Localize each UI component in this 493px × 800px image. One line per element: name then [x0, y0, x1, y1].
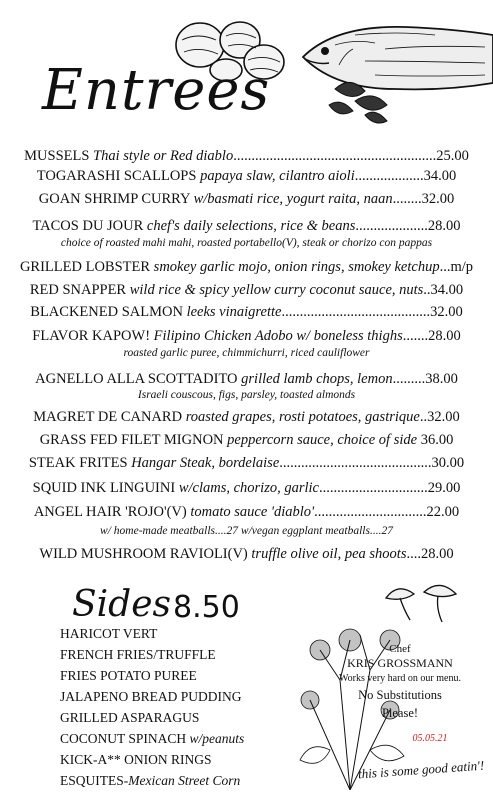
- angel-hair-note: w/ home-made meatballs....27 w/vegan eggplant meatballs....27: [100, 525, 393, 537]
- entree-row: [0, 146, 493, 166]
- side-item: [60, 624, 157, 644]
- chef-name: KRIS GROSSMANN: [347, 656, 453, 670]
- entree-name: SQUID INK LINGUINI: [32, 480, 176, 496]
- entree-name: TACOS DU JOUR: [32, 218, 144, 234]
- signoff-script: this is some good eatin'!: [357, 757, 485, 782]
- side-description: w/peanuts: [189, 731, 245, 746]
- entree-leader-dots: .......: [402, 328, 429, 344]
- entree-description: w/clams, chorizo, garlic: [178, 480, 319, 496]
- entree-name: GRASS FED FILET MIGNON: [39, 432, 224, 448]
- no-substitutions: No Substitutions: [358, 688, 442, 702]
- entree-description: papaya slaw, cilantro aioli: [200, 168, 355, 184]
- entree-description: Hangar Steak, bordelaise: [131, 455, 280, 471]
- entree-name: MAGRET DE CANARD: [33, 409, 183, 425]
- side-item: [60, 708, 199, 728]
- chef-label: Chef: [389, 643, 411, 655]
- entree-leader-dots: .........................................: [281, 304, 431, 320]
- entree-leader-dots: ...................: [354, 168, 424, 184]
- entree-row: [0, 257, 493, 277]
- entree-description: chef's daily selections, rice & beans: [146, 218, 356, 234]
- entree-description: smokey garlic mojo, onion rings, smokey ketchup: [153, 259, 440, 275]
- entree-row: [0, 166, 493, 186]
- entree-row: [0, 502, 493, 522]
- entree-row: [0, 453, 493, 473]
- entree-price: m/p: [450, 259, 474, 275]
- entree-name: MUSSELS: [24, 148, 90, 164]
- entree-name: AGNELLO ALLA SCOTTADITO: [35, 371, 238, 387]
- side-name: HARICOT VERT: [60, 626, 158, 641]
- entree-description: peppercorn sauce, choice of side: [227, 432, 418, 448]
- entree-price: 32.00: [427, 409, 460, 425]
- side-item: [60, 771, 240, 791]
- entree-leader-dots: ...............................: [314, 504, 427, 520]
- entree-price: 28.00: [427, 218, 461, 234]
- entree-row: [0, 189, 493, 209]
- chef-tagline: Works very hard on our menu.: [339, 673, 461, 684]
- entree-row: [0, 302, 493, 322]
- sides-price: 8.50: [173, 590, 240, 625]
- menu-date: 05.05.21: [412, 733, 448, 744]
- entree-leader-dots: ...: [439, 259, 451, 275]
- kapow-note: roasted garlic puree, chimmichurri, riced cauliflower: [123, 347, 370, 359]
- entree-row: [0, 430, 493, 450]
- agnello-note: Israeli couscous, figs, parsley, toasted almonds: [137, 389, 356, 401]
- entree-row: [0, 544, 493, 564]
- entree-leader-dots: ....: [406, 546, 421, 562]
- entree-price: 28.00: [428, 328, 461, 344]
- entree-row: [0, 216, 493, 236]
- entree-name: TOGARASHI SCALLOPS: [36, 168, 197, 184]
- entree-row: [0, 407, 493, 427]
- entree-description: truffle olive oil, pea shoots: [251, 546, 407, 562]
- side-name: KICK-A** ONION RINGS: [60, 752, 212, 767]
- entree-name: GRILLED LOBSTER: [19, 259, 151, 275]
- entree-name: GOAN SHRIMP CURRY: [38, 191, 190, 207]
- entree-leader-dots: ........: [392, 191, 422, 207]
- entree-name: BLACKENED SALMON: [30, 304, 183, 320]
- entree-price: 25.00: [436, 148, 469, 164]
- entree-leader-dots: .........: [392, 371, 426, 387]
- entree-row: [0, 326, 493, 346]
- entree-description: Filipino Chicken Adobo w/ boneless thighs: [153, 328, 403, 344]
- entree-price: 22.00: [426, 504, 460, 520]
- side-name: JALAPENO BREAD PUDDING: [60, 689, 242, 704]
- entree-price: 36.00: [420, 432, 454, 448]
- entree-leader-dots: ........................................................: [233, 148, 437, 164]
- sides-title: Sides: [72, 584, 171, 625]
- side-item: [60, 687, 242, 707]
- entree-description: tomato sauce 'diablo': [190, 504, 315, 520]
- side-item: [60, 645, 216, 665]
- entree-description: w/basmati rice, yogurt raita, naan: [193, 191, 393, 207]
- entree-leader-dots: ....................: [355, 218, 428, 234]
- side-name: GRILLED ASPARAGUS: [60, 710, 200, 725]
- side-name: FRIES POTATO PUREE: [60, 668, 197, 683]
- entree-price: 28.00: [420, 546, 454, 562]
- entree-price: 38.00: [425, 371, 458, 387]
- entree-description: roasted grapes, rosti potatoes, gastrique: [185, 409, 420, 425]
- entree-name: WILD MUSHROOM RAVIOLI(V): [39, 546, 248, 562]
- fish-illustration: [295, 5, 493, 133]
- entree-name: STEAK FRITES: [28, 455, 128, 471]
- entree-description: Thai style or Red diablo: [93, 148, 234, 164]
- side-name: ESQUITES-: [60, 773, 129, 788]
- entree-leader-dots: ..: [423, 282, 431, 298]
- side-name: FRENCH FRIES/TRUFFLE: [60, 647, 216, 662]
- entree-description: leeks vinaigrette: [186, 304, 282, 320]
- side-name: COCONUT SPINACH: [60, 731, 190, 746]
- side-item: [60, 750, 212, 770]
- entree-description: wild rice & spicy yellow curry coconut sauce, nuts: [129, 282, 424, 298]
- entree-price: 30.00: [431, 455, 465, 471]
- side-description: Mexican Street Corn: [128, 773, 241, 788]
- entree-price: 32.00: [430, 304, 463, 320]
- entree-row: [0, 280, 493, 300]
- entree-row: [0, 369, 493, 389]
- entree-name: RED SNAPPER: [29, 282, 127, 298]
- entrees-title: Entrees: [42, 58, 271, 123]
- entree-price: 34.00: [430, 282, 464, 298]
- entree-leader-dots: ..............................: [318, 480, 428, 496]
- entree-price: 32.00: [421, 191, 455, 207]
- entree-price: 34.00: [423, 168, 457, 184]
- please-text: Please!: [381, 706, 419, 720]
- entree-description: grilled lamb chops, lemon: [241, 371, 393, 387]
- entree-leader-dots: ..........................................: [279, 455, 432, 471]
- entree-row: [0, 478, 493, 498]
- tacos-note: choice of roasted mahi mahi, roasted portabello(V), steak or chorizo con pappas: [60, 237, 433, 249]
- entree-leader-dots: ..: [419, 409, 428, 425]
- entree-name: FLAVOR KAPOW!: [32, 328, 151, 344]
- mushroom-illustration: [380, 580, 460, 625]
- entree-price: 29.00: [427, 480, 461, 496]
- side-item: [60, 666, 197, 686]
- side-item: [60, 729, 244, 749]
- entree-name: ANGEL HAIR 'ROJO'(V): [33, 504, 187, 520]
